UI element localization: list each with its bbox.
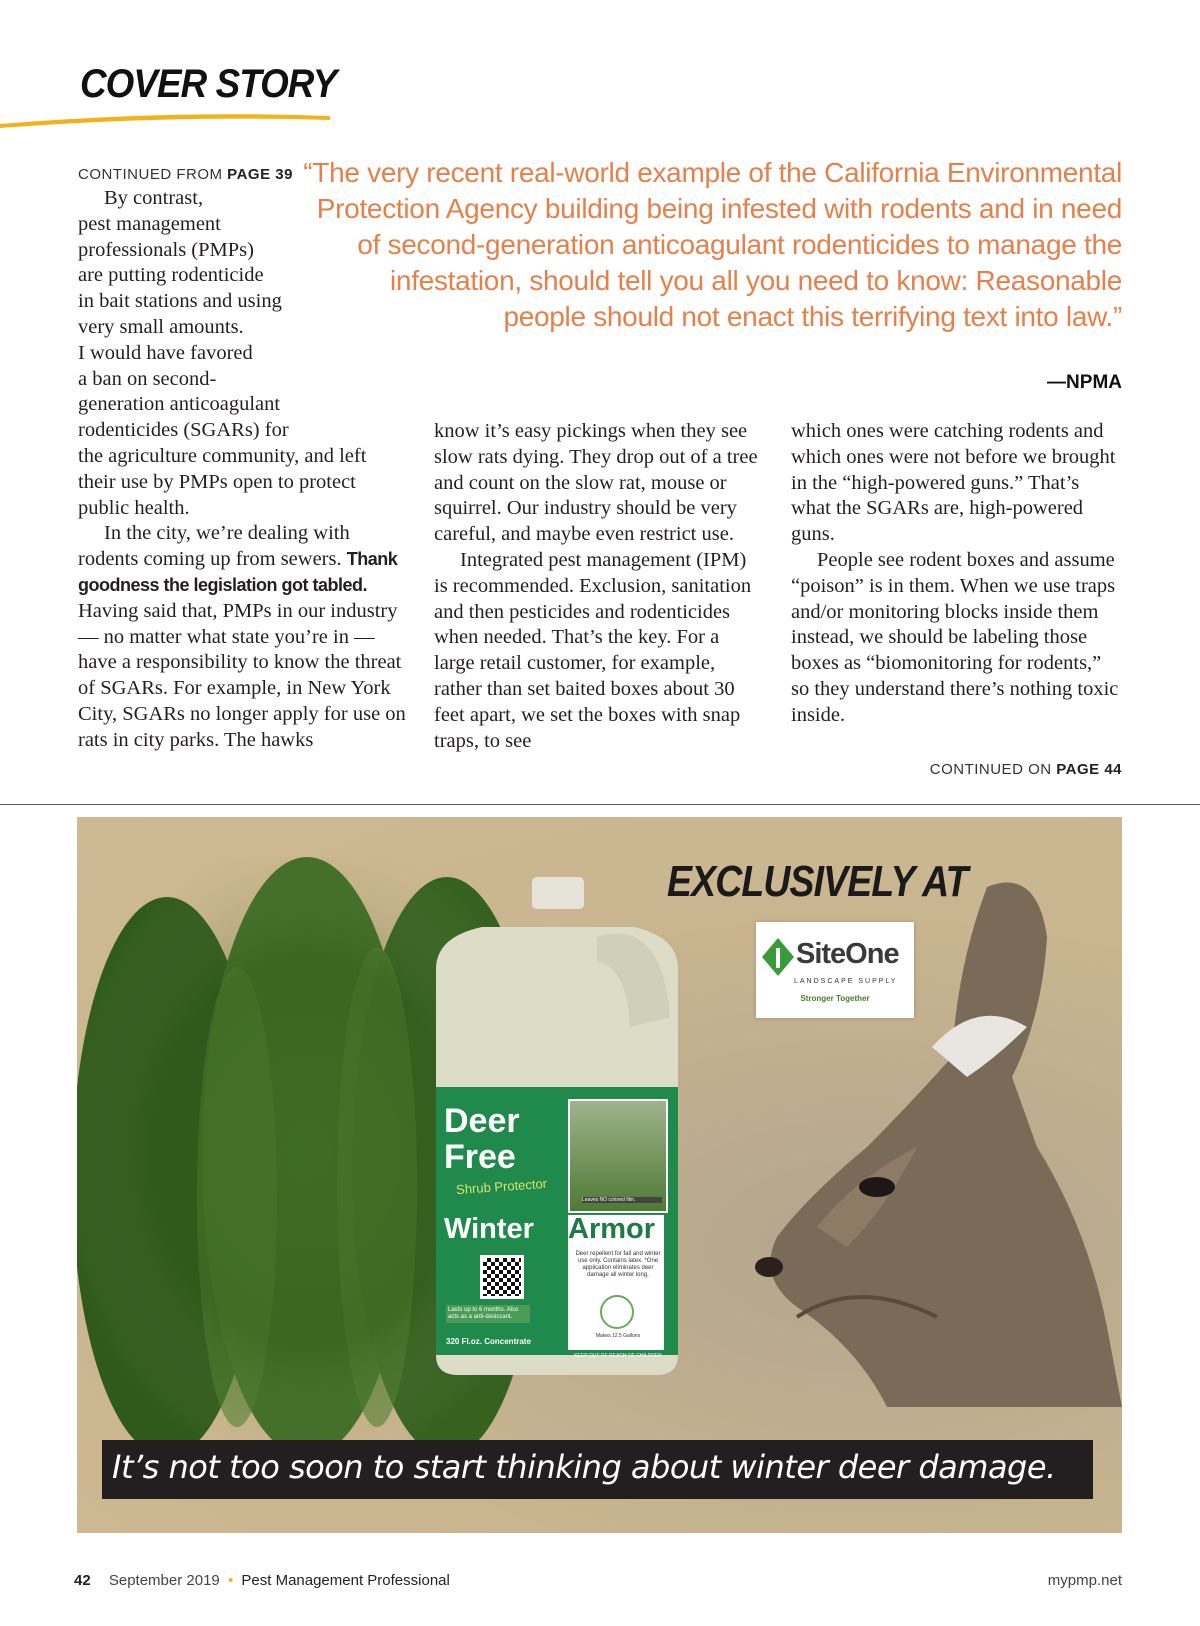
qr-code-icon xyxy=(480,1255,524,1299)
column-1-line: I would have favored xyxy=(78,341,253,364)
siteone-leaf-icon xyxy=(762,938,794,976)
publication-name: Pest Management Professional xyxy=(241,1572,450,1589)
page-number: 42 xyxy=(74,1572,91,1589)
product-name xyxy=(444,1103,520,1175)
retailer-tagline: Stronger Together xyxy=(800,994,870,1003)
label-photo-caption: Leaves NO colored film. xyxy=(582,1197,662,1203)
column-1-line: in bait stations and using xyxy=(78,290,282,313)
continued-from-label: CONTINUED FROM xyxy=(78,166,223,183)
article-column-2 xyxy=(434,419,762,754)
column-1-line: rodenticides (SGARs) for xyxy=(78,419,289,442)
column-2-paragraph-2: Integrated pest management (IPM) is recommended. Exclusion, sanitation and then pesticides and rodenticides when needed. That’s the key. For a large retail customer, for example, rather than set baited boxes about 30 feet apart, we set the boxes with snap traps, to see xyxy=(434,548,752,752)
pull-quote-attribution: —NPMA xyxy=(1047,372,1122,393)
ad-tagline-bar xyxy=(102,1440,1093,1499)
column-1-line: very small amounts. xyxy=(78,315,244,338)
footer-bullet: • xyxy=(227,1572,234,1589)
label-warning: KEEP OUT OF REACH OF CHILDREN xyxy=(574,1353,662,1359)
continued-from xyxy=(78,166,293,183)
column-1-line: generation anticoagulant xyxy=(78,393,281,416)
continued-on xyxy=(930,761,1122,778)
ad-headline: EXCLUSIVELY AT xyxy=(667,857,968,906)
continued-from-page: PAGE 39 xyxy=(227,166,293,183)
product-jug xyxy=(422,877,692,1375)
column-1-lead-in: Thank goodness the legislation got tabled. xyxy=(78,549,398,595)
ad-tagline: It’s not too soon to start thinking about winter deer damage. xyxy=(112,1448,1056,1486)
ad-divider xyxy=(0,804,1200,805)
retailer-name: SiteOne xyxy=(796,938,899,970)
product-line-winter: Winter xyxy=(444,1213,534,1245)
label-makes: Makes 12.5 Gallons xyxy=(595,1333,641,1339)
column-3-paragraph-1: which ones were catching rodents and which ones were not before we brought in the “high-powered guns.” That’s what the SGARs are, high-powered guns. xyxy=(791,420,1116,546)
product-line-armor: Armor xyxy=(568,1213,656,1245)
footer xyxy=(74,1572,450,1589)
label-seal-icon xyxy=(600,1295,634,1329)
column-1-line: a ban on second- xyxy=(78,367,217,390)
column-1-line: are putting rodenticide xyxy=(78,264,264,287)
column-1-paragraph-2 xyxy=(78,521,408,753)
column-3-paragraph-2: People see rodent boxes and assume “poison” is in them. When we use traps and/or monitoring blocks inside them instead, we should be labeling those boxes as “biomonitoring for rodents,” so they understand there’s nothing toxic inside. xyxy=(791,548,1119,726)
continued-on-label: CONTINUED ON xyxy=(929,761,1052,778)
section-swoosh xyxy=(0,104,340,128)
section-label: COVER STORY xyxy=(80,62,337,106)
column-2-paragraph-1: know it’s easy pickings when they see slow rats dying. They drop out of a tree and count on the slow rat, mouse or squirrel. Our industry should be very careful, and maybe even restrict use. xyxy=(434,420,758,546)
issue-date: September 2019 xyxy=(108,1572,220,1589)
product-name-line-2: Free xyxy=(444,1138,516,1176)
column-1-p2-end: Having said that, PMPs in our industry — no matter what state you’re in — have a responsibility to know the threat of SGARs. For example, in New York City, SGARs no longer apply for use on rats in city parks. The hawks xyxy=(78,599,406,751)
pull-quote: “The very recent real-world example of the California Environmental Protection Agency building being infested with rodents and in need of second-generation anticoagulant rodenticides to manage the infestation, should tell you all you need to know: Reasonable people should not enact this terrifying text into law.” xyxy=(303,157,1122,332)
column-1-line: pest management xyxy=(78,212,221,235)
label-photo xyxy=(568,1099,668,1213)
product-name-line-1: Deer xyxy=(444,1102,520,1140)
column-1-paragraph-1-rest: the agriculture community, and left their use by PMPs open to protect public health. xyxy=(78,444,367,519)
continued-on-page: PAGE 44 xyxy=(1056,761,1122,778)
label-lasts: Lasts up to 6 months. Also acts as a anti-desiccant. xyxy=(446,1305,530,1323)
retailer-subtitle: LANDSCAPE SUPPLY xyxy=(794,978,898,985)
article-column-3 xyxy=(791,419,1122,729)
column-1-p2-start: In the city, we’re dealing with rodents coming up from sewers. xyxy=(78,522,350,571)
label-description: Deer repellent for fall and winter use only. Contains latex. *One application eliminates deer damage all winter long. xyxy=(575,1251,661,1278)
column-1-line: By contrast, xyxy=(104,187,204,209)
column-1-line: professionals (PMPs) xyxy=(78,238,254,261)
website: mypmp.net xyxy=(1047,1572,1122,1589)
advertisement xyxy=(77,817,1122,1533)
siteone-logo-box xyxy=(756,922,914,1018)
label-volume: 320 Fl.oz. Concentrate xyxy=(446,1337,531,1346)
product-subtitle: Shrub Protector xyxy=(455,1175,548,1198)
